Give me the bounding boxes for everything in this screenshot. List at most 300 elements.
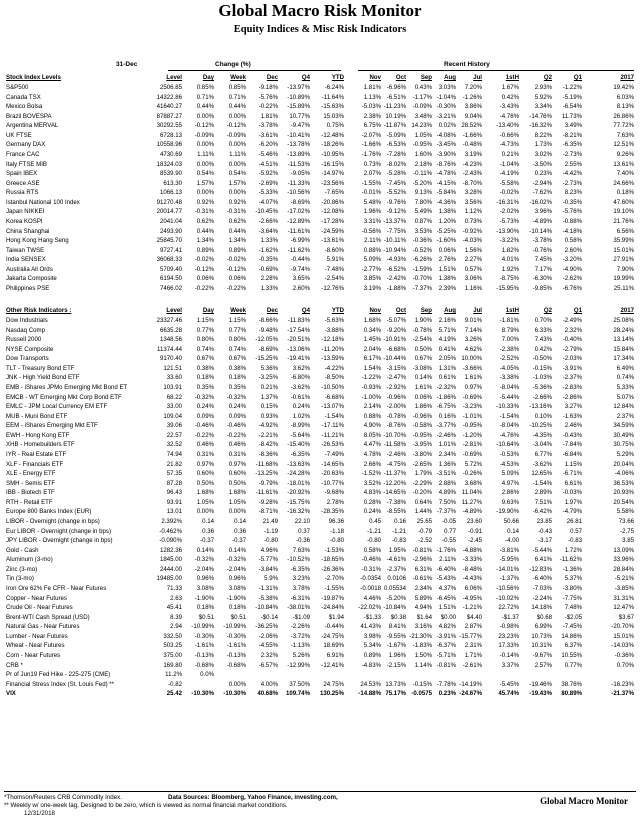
table-cell: 22.72% — [498, 604, 519, 612]
table-row — [6, 354, 634, 363]
table-cell: -16.15% — [321, 160, 344, 168]
table-cell: -10.56% — [496, 584, 519, 592]
table-row — [6, 274, 634, 283]
table-cell: 3.23% — [292, 575, 310, 583]
table-cell: -3.45% — [436, 141, 456, 149]
table-cell: 9727.41 — [159, 246, 182, 254]
table-cell: -0.46% — [361, 556, 381, 564]
table-cell: 0.85% — [228, 84, 246, 91]
table-cell: -4.00 — [505, 537, 519, 545]
table-cell: 11374.44 — [157, 345, 182, 353]
table-cell: -0.12% — [226, 265, 246, 273]
table-cell: -10.94% — [383, 246, 406, 254]
table-cell: -2.66% — [532, 393, 552, 401]
table-cell: 5.34% — [363, 642, 381, 650]
table-cell: 1.31% — [438, 364, 456, 372]
table-cell: -4.90% — [562, 265, 582, 273]
table-cell: 2.11% — [364, 237, 381, 245]
table-cell: -13.37% — [383, 217, 406, 225]
table-cell: 1.05% — [196, 498, 214, 506]
table-cell: -0.40% — [562, 336, 582, 344]
table-cell: -5.95% — [499, 556, 519, 564]
table-cell: 15.01% — [613, 246, 634, 254]
table-cell: 0.38% — [196, 364, 214, 372]
table-cell: -20.92% — [287, 489, 310, 497]
table-row — [6, 622, 634, 631]
table-cell: -10.33% — [496, 403, 519, 411]
row-label: Pr of Jun19 Fed Hike - 225-275 (CME) — [6, 671, 111, 679]
table-cell: 20.93% — [613, 489, 634, 497]
row-label: NYSE Composite — [6, 345, 54, 353]
row-label: Crude Oil - Near Futures — [6, 604, 73, 612]
table-cell: -0.69% — [258, 265, 278, 273]
table-cell: -0.56% — [361, 227, 381, 235]
table-cell: 96.36 — [328, 517, 344, 525]
table-cell: -4.51% — [258, 160, 278, 168]
table-cell: -0.12% — [194, 265, 214, 273]
table-cell: -0.53% — [499, 450, 519, 458]
table-cell: -8.50% — [324, 374, 344, 382]
table-cell: 0.97% — [228, 460, 246, 468]
table-cell: -19.43% — [529, 690, 552, 698]
row-label: Natural Gas - Near Futures — [6, 623, 80, 631]
table-cell: $1.64 — [416, 613, 432, 621]
table-cell: 0.44% — [196, 103, 214, 111]
table-cell: 6635.28 — [159, 326, 182, 334]
table-cell: 0.88% — [363, 246, 381, 254]
table-cell: -14.97% — [321, 170, 344, 178]
table-cell: -9.28% — [258, 498, 278, 506]
table-cell: 1.60% — [414, 150, 432, 158]
table-cell: -1.22% — [361, 374, 381, 382]
table-cell: 0.31% — [228, 450, 246, 458]
table-cell: -5.44% — [499, 393, 519, 401]
table-cell: 80.89% — [561, 690, 582, 698]
table-cell: -18.01% — [287, 479, 310, 487]
table-cell: 1.81% — [260, 112, 278, 120]
section-heading: Stock Index Levels — [6, 74, 61, 81]
column-header: Q2 — [543, 307, 552, 314]
table-cell: -4.73% — [499, 141, 519, 149]
table-cell: -26.53% — [321, 441, 344, 449]
table-cell: 0.00% — [228, 680, 246, 688]
table-cell: -15.89% — [287, 103, 310, 111]
table-cell: 93.91 — [166, 498, 182, 506]
table-cell: 0.46% — [196, 441, 214, 449]
table-row — [6, 207, 634, 216]
table-cell: 11.2% — [165, 671, 182, 679]
table-cell: -2.61% — [462, 661, 482, 669]
table-cell: 33.60 — [166, 374, 182, 382]
row-label: Taiwan TWSE — [6, 246, 45, 254]
table-cell: 0.54% — [196, 170, 214, 178]
table-cell: -0.30% — [226, 632, 246, 640]
table-cell: 41640.27 — [156, 103, 182, 111]
table-cell — [457, 670, 482, 679]
table-cell: 13.61% — [613, 160, 634, 168]
table-cell: 1.44% — [414, 508, 432, 516]
table-cell: -20.70% — [611, 623, 634, 631]
row-label: Aluminum (3-mo) — [6, 556, 53, 564]
column-header: 2017 — [620, 307, 634, 314]
table-cell: 31.31% — [613, 594, 634, 602]
table-cell: -11.37% — [383, 470, 406, 478]
table-cell: -2.86% — [562, 393, 582, 401]
table-cell: -12.41% — [321, 661, 344, 669]
table-cell: -1.67% — [386, 642, 406, 650]
table-row — [6, 326, 634, 335]
table-cell: -10.89% — [287, 93, 310, 101]
table-cell: 4.78% — [363, 450, 381, 458]
row-label: Eur LIBOR - Overnight (change in bps) — [6, 527, 111, 535]
table-cell: -11.58% — [383, 441, 406, 449]
table-cell: -18.65% — [321, 556, 344, 564]
table-cell: 0.02% — [438, 122, 456, 130]
table-cell: 7.48% — [564, 604, 582, 612]
table-cell: -4.36% — [436, 198, 456, 206]
table-cell: -0.11% — [413, 170, 432, 178]
column-header: Week — [230, 74, 246, 81]
table-cell: 332.50 — [163, 632, 182, 640]
table-cell: 2.04% — [363, 345, 381, 353]
table-cell: 8.22% — [534, 131, 552, 139]
history-rule — [358, 70, 634, 71]
table-cell: 0.18% — [228, 604, 246, 612]
table-cell: 10.77% — [289, 112, 310, 120]
table-cell: -8.69% — [258, 345, 278, 353]
table-cell: -10.99% — [223, 623, 246, 631]
table-cell: -16.32% — [287, 508, 310, 516]
table-cell: 25.11% — [613, 284, 634, 292]
table-cell: 0.14% — [196, 546, 214, 554]
table-cell: -20.63% — [321, 470, 344, 478]
table-cell: -0.30% — [194, 632, 214, 640]
page-subtitle: Equity Indices & Misc Risk Indicators — [233, 24, 407, 35]
table-cell: -14.03% — [611, 642, 634, 650]
row-label: SMH - Semis ETF — [6, 479, 56, 487]
table-cell: -4.92% — [258, 422, 278, 430]
table-cell: -7.28% — [386, 150, 406, 158]
table-cell: 75.17% — [385, 690, 406, 698]
table-cell: -0.91 — [468, 527, 482, 535]
column-header: Oct — [395, 74, 406, 81]
table-cell: -11.87% — [383, 122, 406, 130]
change-pct-header: Change (%) — [215, 61, 251, 68]
table-cell: 0.18% — [616, 189, 634, 197]
table-cell: 8.05% — [363, 431, 381, 439]
table-cell: -12.89% — [287, 217, 310, 225]
table-cell: -1.55% — [324, 584, 344, 592]
table-cell: -16.23% — [611, 680, 634, 688]
table-cell: -0.80 — [330, 537, 344, 545]
table-cell: 0.34% — [363, 326, 381, 334]
table-cell: -15.40% — [287, 441, 310, 449]
table-cell: 0.58% — [363, 546, 381, 554]
column-header: Sep — [420, 74, 432, 81]
table-cell: -2.77% — [361, 265, 381, 273]
table-cell: 0.89% — [228, 246, 246, 254]
table-cell: -2.70% — [324, 575, 344, 583]
table-cell: -0.79 — [418, 527, 432, 535]
table-cell: 1.61% — [414, 383, 432, 391]
table-cell — [598, 670, 634, 679]
table-cell: 0.0% — [200, 671, 214, 679]
table-row — [6, 93, 634, 102]
change-rule — [168, 70, 341, 71]
table-cell: -0.93% — [361, 383, 381, 391]
table-cell: 9.26% — [616, 150, 634, 158]
table-cell: 1.50% — [414, 651, 432, 659]
row-label: Europe 800 Banks Index (EUR) — [6, 508, 92, 516]
table-cell: -3.62% — [532, 460, 552, 468]
table-cell: 6.06% — [464, 584, 482, 592]
table-cell: 7.14% — [464, 326, 482, 334]
row-label: EWH - Hong Kong ETF — [6, 431, 70, 439]
table-cell: -0.35% — [258, 256, 278, 264]
table-cell: 0.87% — [414, 217, 432, 225]
table-cell: -$1.33 — [363, 613, 381, 621]
table-cell: -11.23% — [383, 103, 406, 111]
table-cell: -6.24% — [324, 84, 344, 91]
table-cell: -0.12% — [194, 122, 214, 130]
table-cell: 21.76% — [613, 217, 634, 225]
table-cell: 4730.69 — [159, 150, 182, 158]
table-cell: -0.32% — [226, 393, 246, 401]
table-cell: -14.01% — [496, 565, 519, 573]
table-cell: 0.61% — [438, 374, 456, 382]
column-header: Nov — [369, 74, 381, 81]
table-cell: 10.19% — [385, 112, 406, 120]
table-cell: -2.96% — [412, 556, 432, 564]
column-header: Q4 — [301, 307, 310, 314]
table-cell: 0.18% — [228, 374, 246, 382]
column-header: Jul — [473, 74, 482, 81]
table-cell: $0.68 — [536, 613, 552, 621]
table-cell: -1.18 — [330, 527, 344, 535]
row-label: MUB - Muni Bond ETF — [6, 412, 68, 420]
table-cell: -2.45 — [468, 537, 482, 545]
table-cell: -14.65% — [321, 460, 344, 468]
table-cell: 0.00% — [228, 112, 246, 120]
table-cell: 7.50% — [438, 498, 456, 506]
table-cell: -2.38% — [499, 345, 519, 353]
table-cell: 25.65 — [416, 517, 432, 525]
table-row — [6, 160, 634, 169]
table-cell: 5709.40 — [159, 265, 182, 273]
row-label: Copper - Near Futures — [6, 594, 67, 602]
row-label: Gold - Cash — [6, 546, 39, 554]
table-cell: -6.57% — [258, 661, 278, 669]
table-cell: -24.67% — [459, 690, 482, 698]
table-cell: 3.26% — [464, 336, 482, 344]
table-cell: -5.33% — [258, 189, 278, 197]
table-cell: -0.14% — [499, 651, 519, 659]
table-cell: 4.97% — [501, 479, 519, 487]
report-date: 12/31/2018 — [24, 810, 55, 817]
table-cell: -0.22% — [194, 284, 214, 292]
table-cell: -4.76% — [499, 431, 519, 439]
table-cell: 0.74% — [616, 374, 634, 382]
table-cell: 0.77% — [564, 661, 582, 669]
row-label: Nasdaq Comp — [6, 326, 45, 334]
table-cell: 1.82% — [501, 246, 519, 254]
table-cell: -17.11% — [321, 422, 344, 430]
table-cell: 1.12% — [464, 208, 482, 216]
row-label: Corn - Near Futures — [6, 651, 61, 659]
table-cell: 5.91% — [326, 256, 344, 264]
table-cell: -1.90% — [194, 594, 214, 602]
table-cell: 5.29% — [616, 450, 634, 458]
table-cell: 0.24% — [196, 403, 214, 411]
table-cell: 109.04 — [163, 412, 182, 420]
table-row — [6, 555, 634, 564]
table-cell: -5.52% — [386, 189, 406, 197]
table-cell: 5.71% — [438, 326, 456, 334]
table-cell: -15.63% — [321, 103, 344, 111]
table-cell: 0.18% — [196, 604, 214, 612]
table-cell: -12.99% — [287, 661, 310, 669]
table-cell: -0.26% — [462, 470, 482, 478]
row-label: Russell 2000 — [6, 336, 42, 344]
row-label: Mexico Bolsa — [6, 103, 43, 111]
table-cell: -3.23% — [462, 403, 482, 411]
table-cell: 0.10% — [534, 412, 552, 420]
table-cell: -2.92% — [386, 383, 406, 391]
table-cell: 45.41 — [166, 604, 182, 612]
table-cell: -5.45% — [499, 680, 519, 688]
table-cell: 7466.02 — [159, 284, 182, 292]
table-row — [6, 121, 634, 130]
table-cell: -0.13% — [194, 651, 214, 659]
table-cell: $4.40 — [466, 613, 482, 621]
table-cell: 0.70% — [534, 317, 552, 324]
table-cell: -1.76% — [361, 150, 381, 158]
other-table-header — [6, 306, 634, 315]
table-cell: 1.61% — [464, 374, 482, 382]
table-cell: -13.16% — [529, 403, 552, 411]
table-cell: -1.19 — [264, 527, 278, 535]
table-cell: 2.89% — [534, 489, 552, 497]
table-cell: -11.68% — [255, 460, 278, 468]
table-cell: 24.75% — [323, 680, 344, 688]
table-cell: -3.80% — [412, 450, 432, 458]
table-cell: 0.71% — [196, 93, 214, 101]
table-row — [6, 412, 634, 421]
table-cell: 10.73% — [531, 632, 552, 640]
brand-footer: Global Macro Monitor — [540, 796, 628, 806]
table-cell: -0.09% — [194, 131, 214, 139]
table-cell: -7.45% — [386, 179, 406, 187]
table-cell: 0.43% — [414, 84, 432, 91]
table-cell: -13.40% — [496, 122, 519, 130]
table-cell: -11.61% — [287, 227, 310, 235]
table-row — [6, 373, 634, 382]
table-cell: -10.45% — [255, 208, 278, 216]
table-cell: 2506.85 — [159, 84, 182, 91]
table-cell: 21.49 — [262, 517, 278, 525]
table-cell: 0.58% — [564, 237, 582, 245]
table-cell: -6.54% — [562, 103, 582, 111]
table-cell: 6.91% — [326, 651, 344, 659]
table-row — [6, 316, 634, 325]
table-cell: -1.01% — [462, 412, 482, 420]
table-cell: -23.56% — [321, 179, 344, 187]
table-cell: 1.56% — [464, 246, 482, 254]
table-cell: -10.64% — [496, 441, 519, 449]
table-cell: 13.09% — [613, 546, 634, 554]
table-cell: -5.19% — [562, 93, 582, 101]
table-row — [6, 661, 634, 670]
table-cell: -24.75% — [321, 632, 344, 640]
table-cell: -10.99% — [191, 623, 214, 631]
row-label: XLF - Financials ETF — [6, 460, 64, 468]
table-cell: -3.77% — [436, 422, 456, 430]
table-cell: 1.51% — [438, 604, 456, 612]
table-cell: 0.0106 — [387, 575, 406, 583]
table-cell: 18.69% — [323, 642, 344, 650]
table-cell: 12.51% — [613, 141, 634, 149]
table-cell: -0.50% — [532, 355, 552, 363]
table-cell: -36.25% — [255, 623, 278, 631]
row-label: S&P500 — [6, 84, 29, 91]
table-cell: 23.85 — [536, 517, 552, 525]
table-cell: 0.62% — [228, 217, 246, 225]
table-cell: -0.0018 — [360, 584, 381, 592]
table-cell: 9170.40 — [159, 355, 182, 363]
table-cell: 2.60% — [292, 284, 310, 292]
table-cell: -0.76% — [532, 246, 552, 254]
table-cell: 4.37% — [438, 584, 456, 592]
table-cell: -3.25% — [258, 374, 278, 382]
table-cell: -6.68% — [386, 345, 406, 353]
table-cell: 38.76% — [561, 680, 582, 688]
row-label: Russia RTS — [6, 189, 39, 197]
table-cell: -4.05% — [499, 364, 519, 372]
table-cell: -0.36 — [296, 537, 310, 545]
table-cell: -4.79% — [562, 508, 582, 516]
table-cell: -1.66% — [361, 141, 381, 149]
table-cell: -8.76% — [436, 160, 456, 168]
table-cell: 21.82 — [166, 460, 182, 468]
table-cell: -3.90% — [436, 150, 456, 158]
table-cell: 1.68% — [363, 317, 381, 324]
table-cell: -$0.14 — [260, 613, 278, 621]
table-cell: -5.46% — [258, 150, 278, 158]
table-cell: 0.09% — [228, 412, 246, 420]
table-cell: -9.12% — [386, 208, 406, 216]
table-cell: 7.40% — [616, 170, 634, 178]
table-cell: -0.81% — [436, 661, 456, 669]
table-cell: 0.23% — [534, 170, 552, 178]
table-row — [6, 246, 634, 255]
table-cell: -3.50% — [532, 160, 552, 168]
table-row — [6, 140, 634, 149]
table-cell: 1.01% — [438, 441, 456, 449]
table-cell: 96.43 — [166, 489, 182, 497]
table-cell: -6.35% — [562, 141, 582, 149]
table-cell: 6.33% — [534, 326, 552, 334]
table-row — [6, 179, 634, 188]
table-cell: 17.34% — [613, 355, 634, 363]
table-cell: 3.03% — [438, 84, 456, 91]
column-header: Q1 — [573, 74, 582, 81]
table-cell: -0.68% — [226, 661, 246, 669]
table-cell: 9.13% — [414, 189, 432, 197]
data-sources: Data Sources: Bloomberg, Yahoo Finance, investing.com, — [168, 794, 338, 801]
table-cell: 0.00% — [228, 141, 246, 149]
table-cell: 3.85 — [622, 537, 634, 545]
table-cell: 10558.96 — [156, 141, 182, 149]
